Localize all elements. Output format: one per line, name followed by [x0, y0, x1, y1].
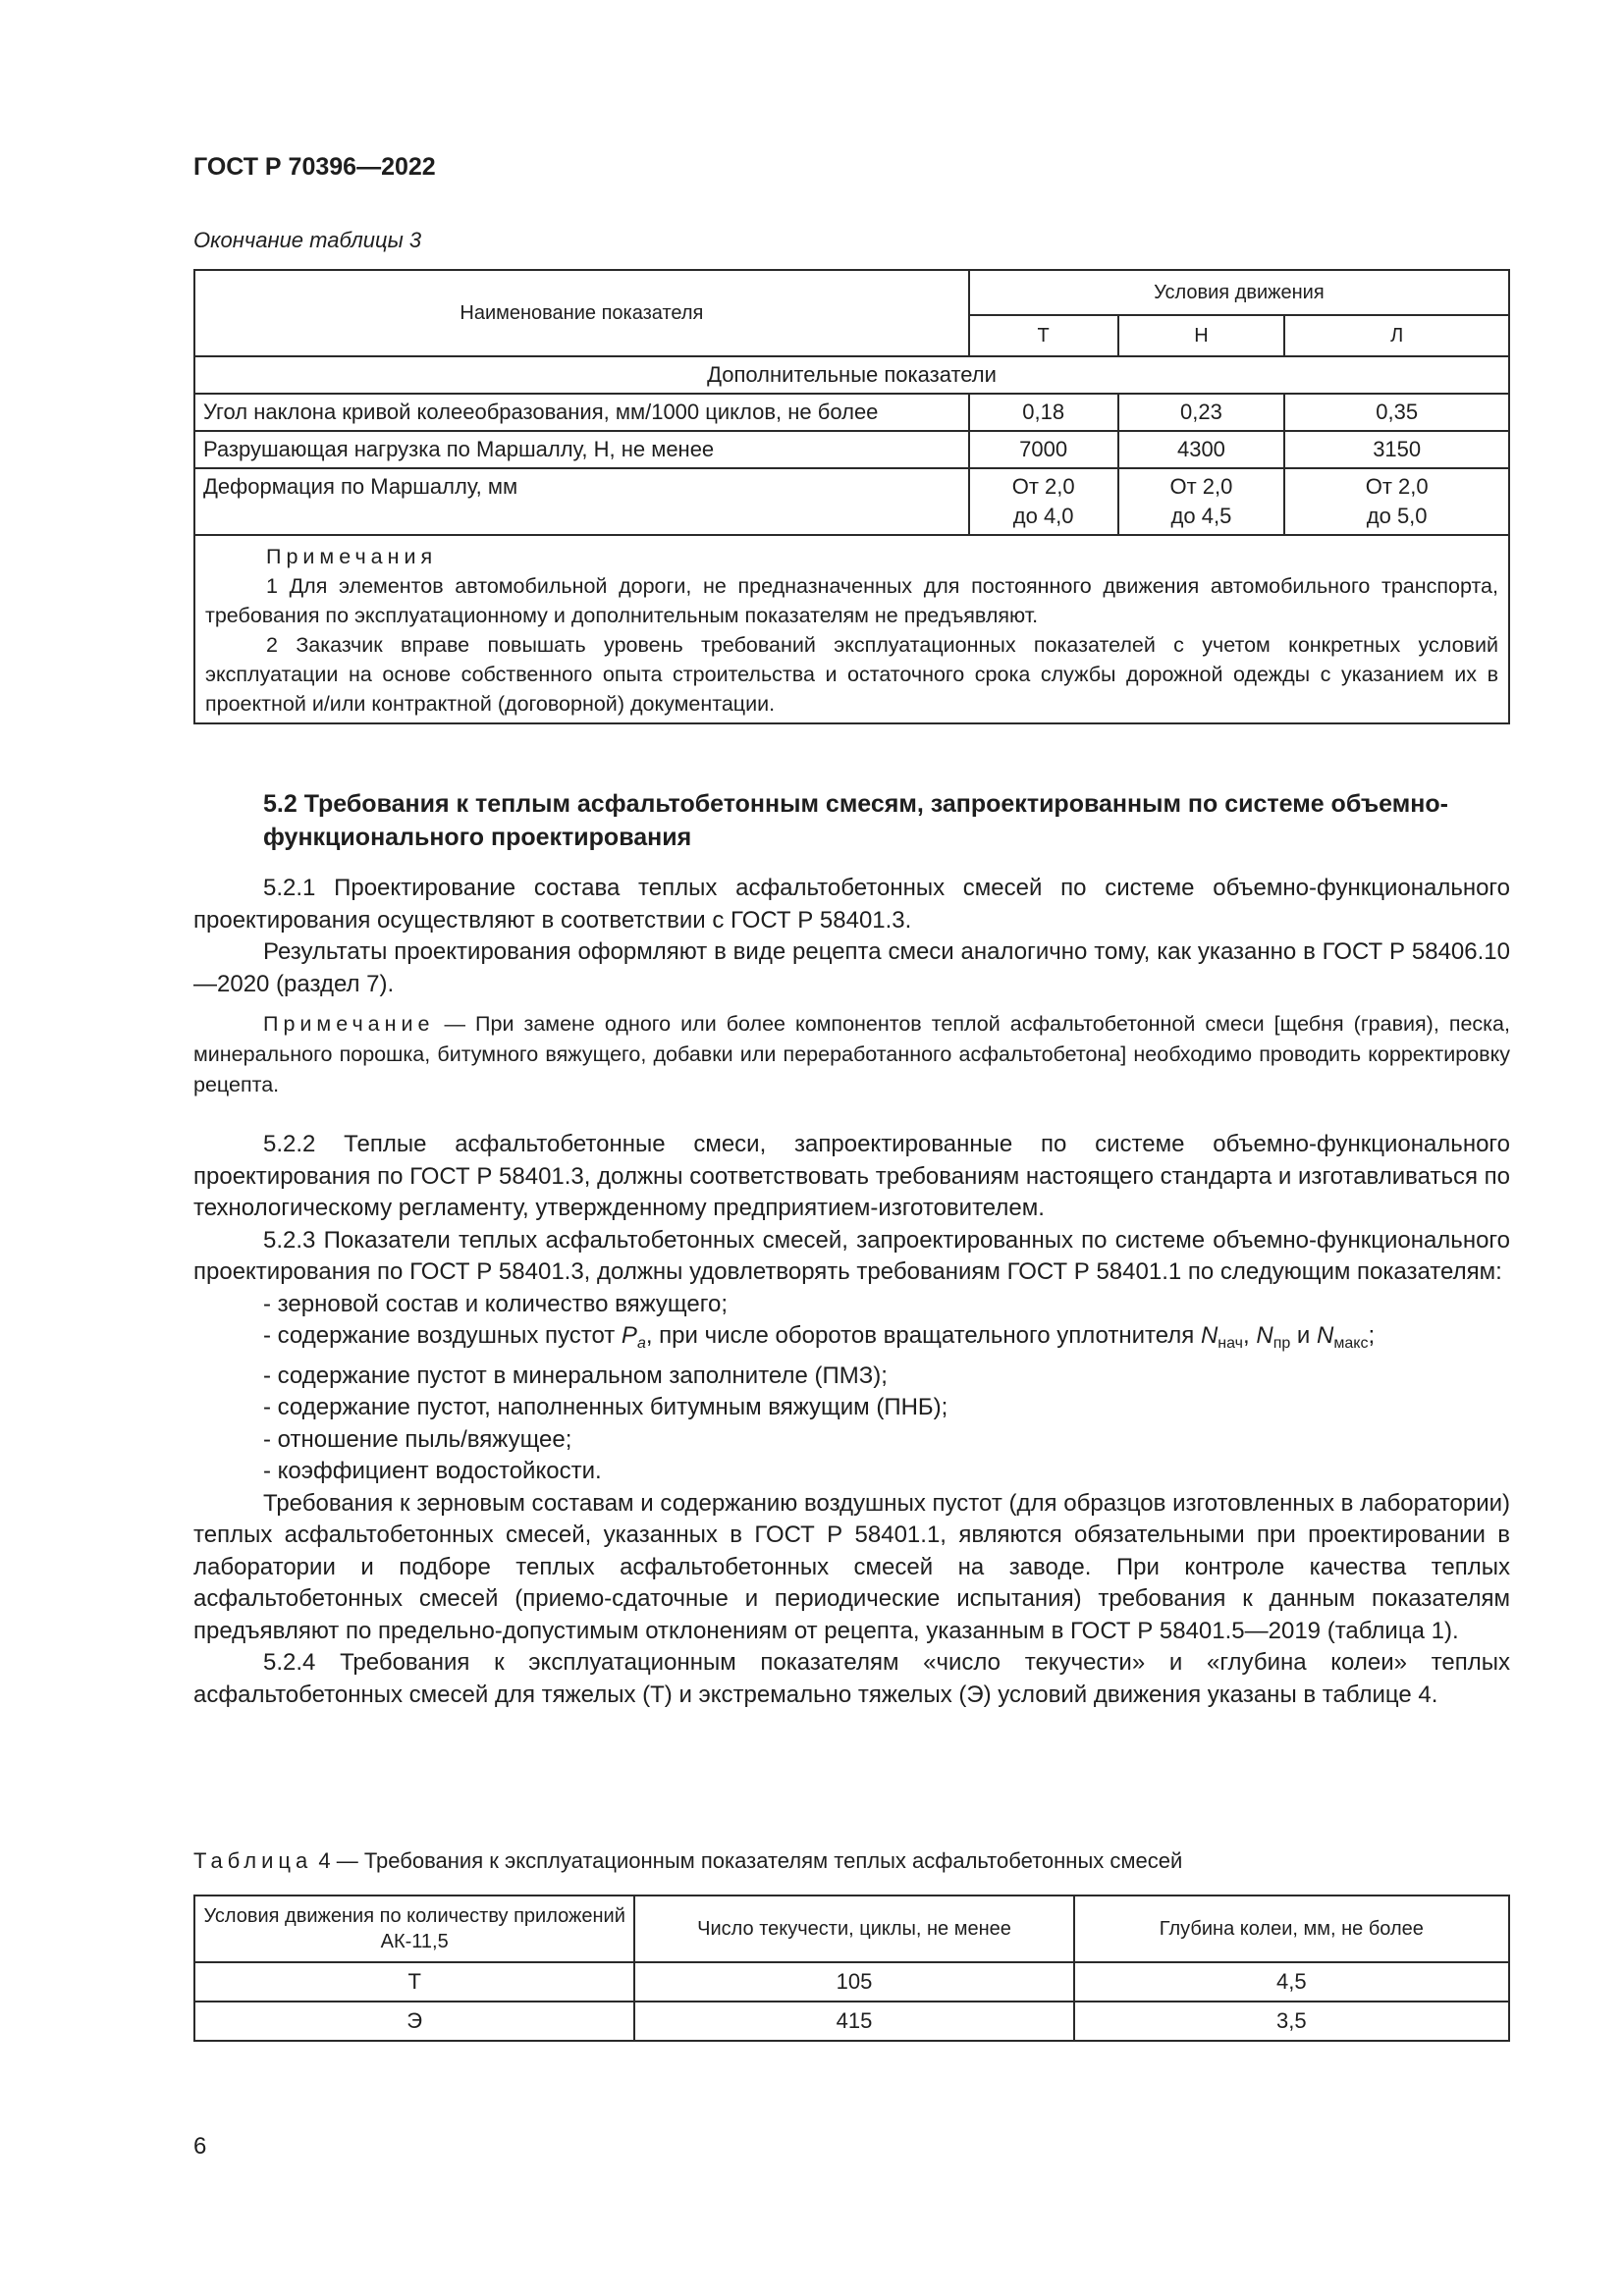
column-group-header: Условия движения [969, 270, 1509, 315]
list-item: - зерновой состав и количество вяжущего; [263, 1290, 728, 1317]
note-text: — При замене одного или более компонентов теплой асфальтобетонной смеси [щебня (гравия), песка, минерального порошка, битумного вяжущего, добавки или переработанного асфальтобетона] необходимо проводить корректировку рецепта. [193, 1012, 1510, 1096]
column-header-t: Т [969, 315, 1118, 356]
cell-line: до 5,0 [1366, 504, 1428, 528]
document-header: ГОСТ Р 70396—2022 [193, 153, 436, 181]
paragraph-5-2-1: 5.2.1 Проектирование состава теплых асфальтобетонных смесей по системе объемно-функционального проектирования осуществляют в соответствии с ГОСТ Р 58401.3. [193, 875, 1510, 934]
table4-caption: Таблица 4 — Требования к эксплуатационным показателям теплых асфальтобетонных смесей [193, 1848, 1183, 1873]
cell-n: 4300 [1118, 431, 1285, 468]
row-name: Деформация по Маршаллу, мм [194, 468, 969, 535]
column-header-rut-depth: Глубина колеи, мм, не более [1074, 1896, 1509, 1962]
paragraph-5-2-3-requirements: Требования к зерновым составам и содержанию воздушных пустот (для образцов изготовленных в лаборатории) теплых асфальтобетонных смесей, указанных в ГОСТ Р 58401.1, являются обязательными при проектировании в лаборатории и подборе теплых асфальтобетонных смесей на заводе. При контроле качества теплых асфальтобетонных смесей (приемо-сдаточные и периодические испытания) требования к данным показателям предъявляют по предельно-допустимым отклонениям от рецепта, указанным в ГОСТ Р 58401.5—2019 (таблица 1). [193, 1489, 1510, 1644]
table-4 [193, 1895, 1510, 2042]
cell-line: до 4,0 [1012, 504, 1074, 528]
cell-n: 0,23 [1118, 394, 1285, 431]
cell-t: 0,18 [969, 394, 1118, 431]
cell-rut-depth: 3,5 [1074, 2002, 1509, 2041]
paragraph-block-1 [193, 873, 1510, 1000]
cell-n [1118, 468, 1285, 535]
cell-t [969, 468, 1118, 535]
section-title: 5.2 Требования к теплым асфальтобетонным смесям, запроектированным по системе объемно-функционального проектирования [263, 790, 1448, 851]
column-header-conditions: Условия движения по количеству приложений АК-11,5 [194, 1896, 634, 1962]
note-2: 2 Заказчик вправе повышать уровень требований эксплуатационных показателей с учетом конкретных условий эксплуатации на основе собственного опыта строительства и остаточного срока службы дорожной одежды с указанием их в проектной и/или контрактной (договорной) документации. [205, 633, 1498, 716]
page-number: 6 [193, 2133, 207, 2160]
cell-flow-number: 105 [634, 1962, 1073, 2002]
list-item: - содержание пустот, наполненных битумным вяжущим (ПНБ); [263, 1394, 948, 1420]
note-1: 1 Для элементов автомобильной дороги, не предназначенных для постоянного движения автомобильного транспорта, требования по эксплуатационному и дополнительным показателям не предъявляют. [205, 574, 1498, 627]
column-header-n: Н [1118, 315, 1285, 356]
notes-title: Примечания [266, 545, 438, 568]
cell-line: От 2,0 [1365, 474, 1429, 499]
table-section-row: Дополнительные показатели [194, 356, 1509, 394]
table-row [194, 468, 1509, 535]
paragraph-5-2-1-result: Результаты проектирования оформляют в виде рецепта смеси аналогично тому, как указанно в ГОСТ Р 58406.10—2020 (раздел 7). [193, 938, 1510, 997]
table-notes [194, 535, 1509, 723]
cell-l: 0,35 [1284, 394, 1509, 431]
table-3 [193, 269, 1510, 724]
table-row [194, 394, 1509, 431]
row-name: Угол наклона кривой колееобразования, мм/1000 циклов, не более [194, 394, 969, 431]
cell-flow-number: 415 [634, 2002, 1073, 2041]
cell-line: От 2,0 [1169, 474, 1233, 499]
cell-conditions: Т [194, 1962, 634, 2002]
list-item: - отношение пыль/вяжущее; [263, 1425, 572, 1453]
note-block [193, 1009, 1510, 1100]
table-row [194, 1962, 1509, 2002]
list-item: - коэффициент водостойкости. [263, 1458, 602, 1484]
list-item: - содержание пустот в минеральном заполнителе (ПМЗ); [263, 1362, 888, 1389]
cell-l [1284, 468, 1509, 535]
row-name: Разрушающая нагрузка по Маршаллу, Н, не менее [194, 431, 969, 468]
note-label: Примечание [263, 1012, 435, 1036]
table-row [194, 431, 1509, 468]
cell-l: 3150 [1284, 431, 1509, 468]
paragraph-5-2-2: 5.2.2 Теплые асфальтобетонные смеси, запроектированные по системе объемно-функционального проектирования по ГОСТ Р 58401.3, должны соответствовать требованиям настоящего стандарта и изготавливаться по технологическому регламенту, утвержденному предприятием-изготовителем. [193, 1131, 1510, 1221]
cell-line: От 2,0 [1011, 474, 1075, 499]
cell-line: до 4,5 [1170, 504, 1232, 528]
column-header-flow-number: Число текучести, циклы, не менее [634, 1896, 1073, 1962]
table3-caption: Окончание таблицы 3 [193, 228, 422, 252]
column-header-l: Л [1284, 315, 1509, 356]
paragraph-block-2 [193, 1129, 1510, 1711]
cell-conditions: Э [194, 2002, 634, 2041]
cell-t: 7000 [969, 431, 1118, 468]
list-item: - содержание воздушных пустот $P_a$, при числе оборотов вращательного уплотнителя $N_{нач}$, $N_{пр}$ и $N_{макс}$; [263, 1322, 1376, 1352]
paragraph-5-2-4: 5.2.4 Требования к эксплуатационным показателям «число текучести» и «глубина колеи» теплых асфальтобетонных смесей для тяжелых (Т) и экстремально тяжелых (Э) условий движения указаны в таблице 4. [193, 1649, 1510, 1708]
table-row [194, 2002, 1509, 2041]
column-header-name: Наименование показателя [194, 270, 969, 356]
paragraph-5-2-3: 5.2.3 Показатели теплых асфальтобетонных смесей, запроектированных по системе объемно-функционального проектирования по ГОСТ Р 58401.3, должны удовлетворять требованиям ГОСТ Р 58401.1 по следующим показателям: [193, 1226, 1510, 1285]
cell-rut-depth: 4,5 [1074, 1962, 1509, 2002]
